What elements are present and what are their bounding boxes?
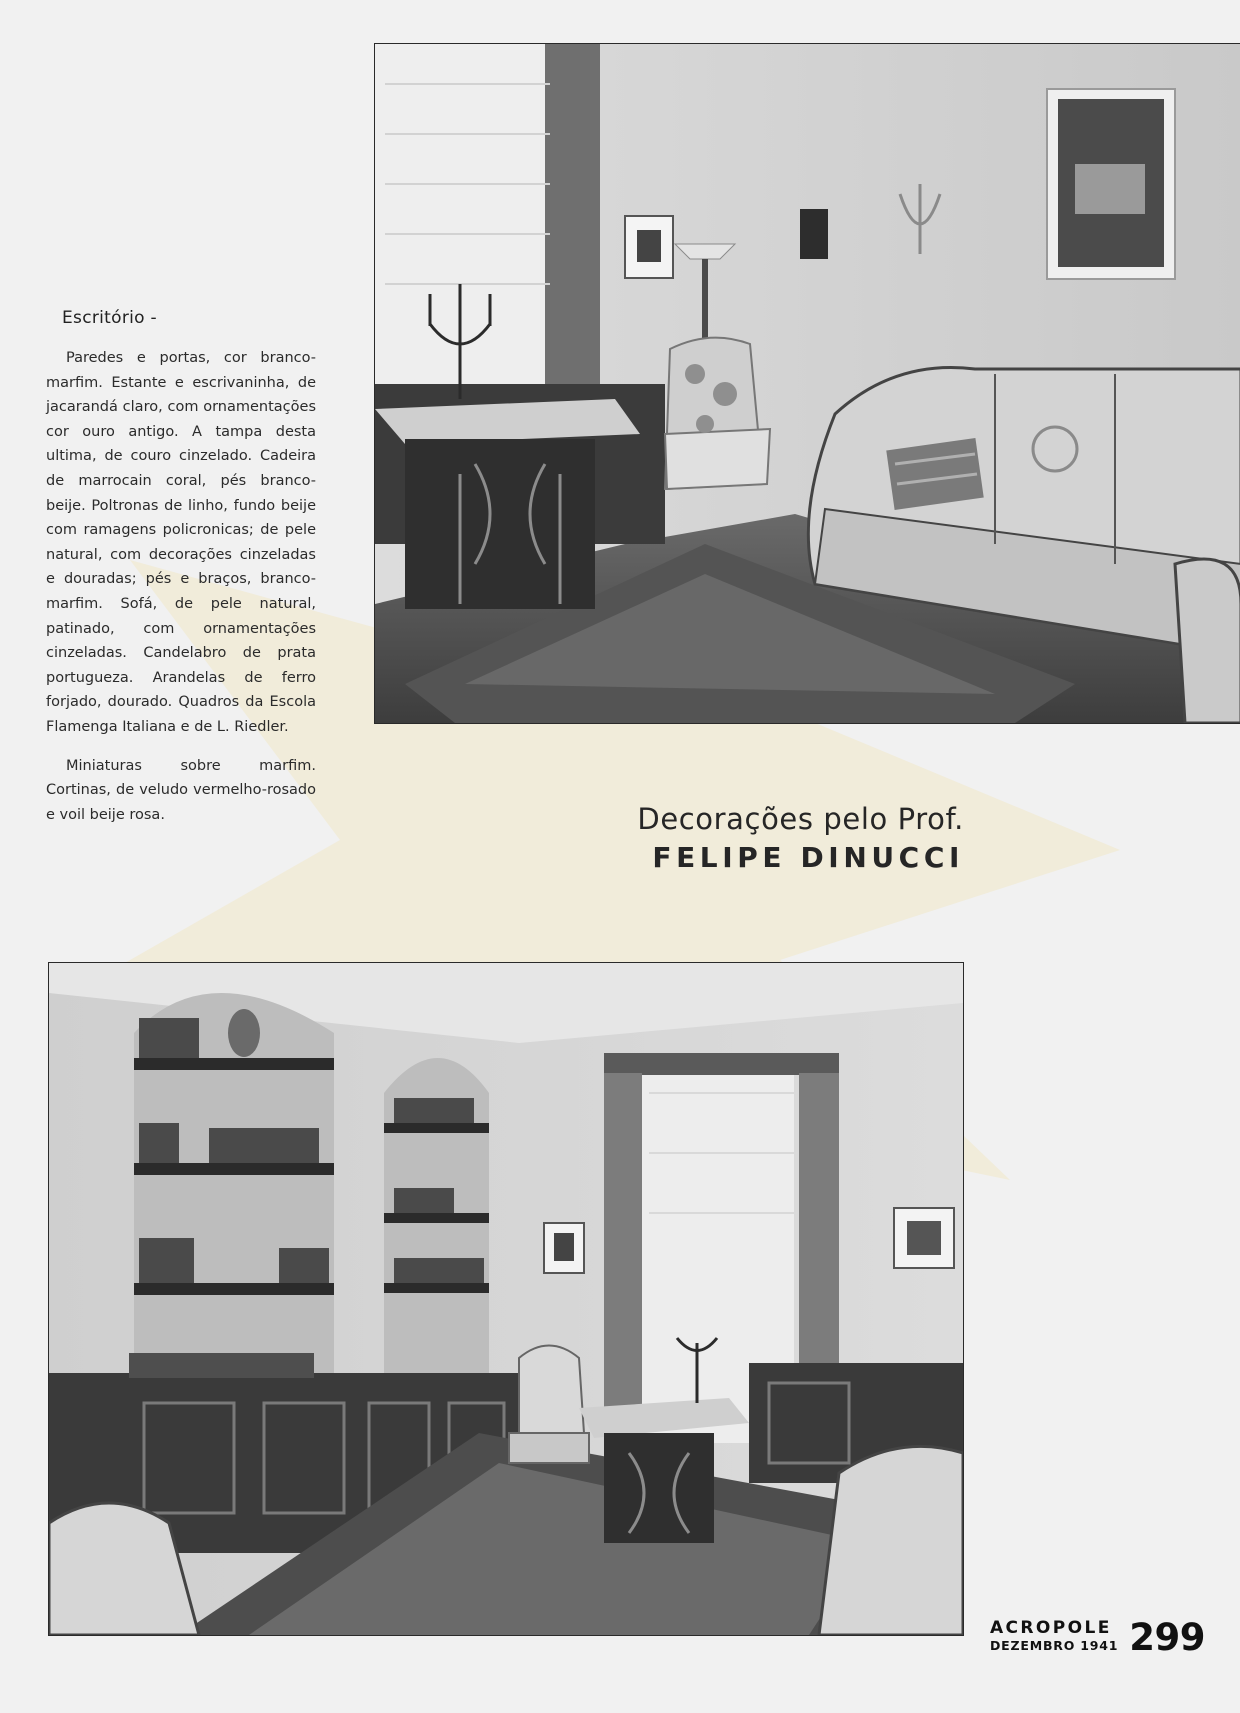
photo-office-sofa: [374, 43, 1240, 724]
issue-date: DEZEMBRO 1941: [990, 1638, 1119, 1653]
page-number: 299: [1129, 1616, 1205, 1659]
headline: [560, 800, 964, 878]
headline-author: FELIPE DINUCCI: [652, 841, 964, 874]
caption-paragraph: Paredes e portas, cor branco-marfim. Estante e escrivaninha, de jacarandá claro, com ornamentações cor ouro antigo. A tampa desta ultima, de couro cinzelado. Cadeira de marrocain coral, pés branco-beije. Poltronas de linho, fundo beije com ramagens policronicas; de pele natural, com decorações cinzeladas e douradas; pés e braços, branco-marfim. Sofá, de pele natural, patinado, com ornamentações cinzeladas. Candelabro de prata portugueza. Arandelas de ferro forjado, dourado. Quadros da Escola Flamenga Italiana e de L. Riedler.: [46, 350, 316, 735]
caption-paragraph: Miniaturas sobre marfim. Cortinas, de veludo vermelho-rosado e voil beije rosa.: [46, 757, 316, 823]
headline-subtitle: Decorações pelo Prof.: [637, 802, 964, 836]
photo-study-bookshelves: [48, 962, 964, 1636]
caption-title: Escritório -: [62, 308, 157, 328]
caption-column: [46, 308, 316, 827]
page-footer: [990, 1618, 1205, 1666]
magazine-name: ACROPOLE: [990, 1618, 1112, 1638]
